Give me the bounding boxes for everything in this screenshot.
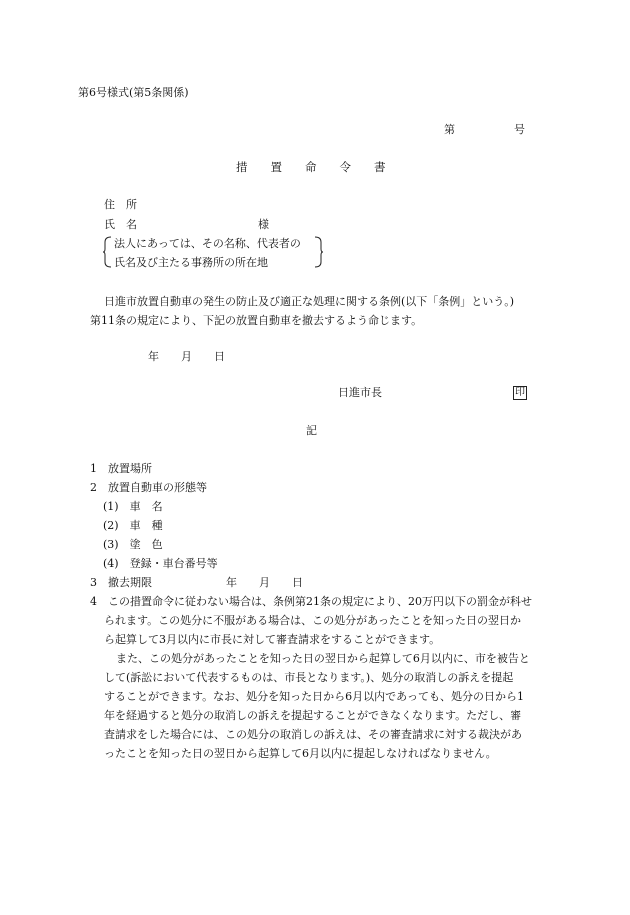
corp-note-line-2: 氏名及び主たる事務所の所在地 xyxy=(114,256,268,269)
subitem-2: (2) 車 種 xyxy=(103,519,163,532)
item-3-label: 3 撤去期限 xyxy=(90,576,152,589)
left-bracket-icon xyxy=(103,236,113,268)
subitem-1: (1) 車 名 xyxy=(103,500,163,513)
address-label: 住 所 xyxy=(104,198,137,211)
item-4-line-7: 年を経過すると処分の取消しの訴えを提起することができなくなります。ただし、審 xyxy=(104,709,522,722)
right-bracket-icon xyxy=(313,236,323,268)
number-go: 号 xyxy=(514,123,525,136)
item-4-line-1: 4 この措置命令に従わない場合は、条例第21条の規定により、20万円以下の罰金が科せ xyxy=(90,595,532,608)
name-label: 氏 名 xyxy=(104,218,137,231)
ki-heading: 記 xyxy=(306,424,317,437)
item-4-line-6: することができます。なお、処分を知った日から6月以内であっても、処分の日から1 xyxy=(104,690,525,703)
item-4-line-8: 査請求をした場合には、この処分の取消しの訴えは、その審査請求に対する裁決があ xyxy=(104,728,522,741)
number-dai: 第 xyxy=(444,123,455,136)
subitem-3: (3) 塗 色 xyxy=(103,538,163,551)
item-3-date: 年 月 日 xyxy=(226,576,303,589)
intro-line-1: 日進市放置自動車の発生の防止及び適正な処理に関する条例(以下「条例」という。) xyxy=(104,295,515,308)
subitem-4: (4) 登録・車台番号等 xyxy=(103,557,218,570)
document-title: 措 置 命 令 書 xyxy=(236,160,386,174)
form-label: 第6号様式(第5条関係) xyxy=(78,86,189,99)
item-1: 1 放置場所 xyxy=(90,462,152,475)
item-2: 2 放置自動車の形態等 xyxy=(90,481,207,494)
mayor-title: 日進市長 xyxy=(338,386,382,399)
item-4-line-9: ったことを知った日の翌日から起算して6月以内に提起しなければなりません。 xyxy=(104,747,497,760)
item-4-line-3: ら起算して3月以内に市長に対して審査請求をすることができます。 xyxy=(104,633,441,646)
issue-date: 年 月 日 xyxy=(148,350,225,363)
intro-line-2: 第11条の規定により、下記の放置自動車を撤去するよう命じます。 xyxy=(90,314,423,327)
seal-mark: 印 xyxy=(515,387,525,398)
item-4-line-5: して(訴訟において代表するものは、市長となります。)、処分の取消しの訴えを提起 xyxy=(104,671,514,684)
corp-note-line-1: 法人にあっては、その名称、代表者の xyxy=(114,237,301,250)
sama-label: 様 xyxy=(258,218,269,231)
item-4-line-4: また、この処分があったことを知った日の翌日から起算して6月以内に、市を被告と xyxy=(116,652,530,665)
item-4-line-2: られます。この処分に不服がある場合は、この処分があったことを知った日の翌日か xyxy=(104,614,522,627)
